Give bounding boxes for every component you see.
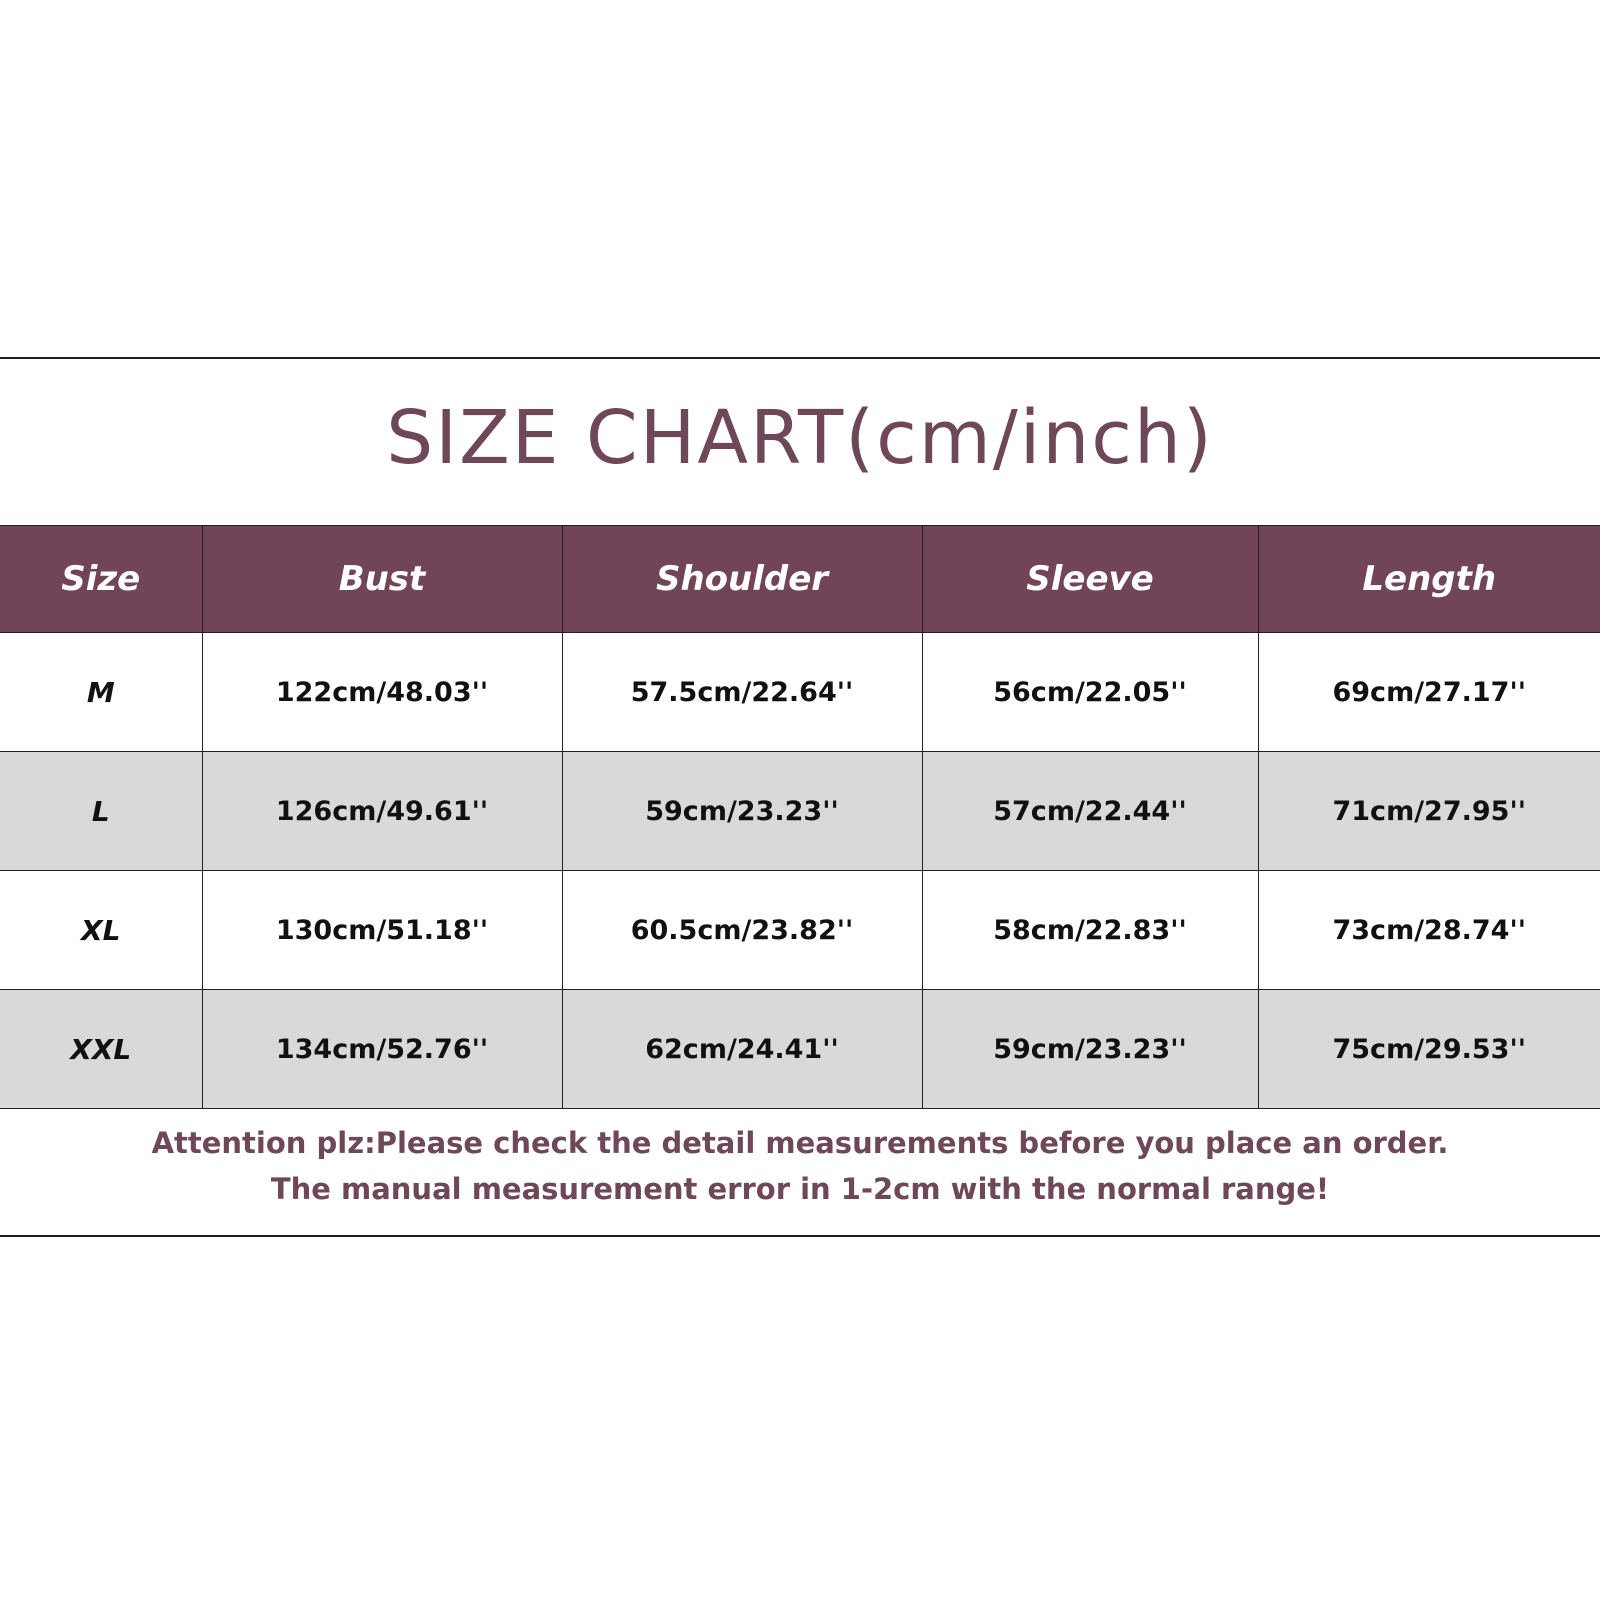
- header-size: Size: [0, 526, 202, 633]
- bust-cell: 130cm/51.18'': [202, 871, 562, 990]
- attention-note-line2: The manual measurement error in 1-2cm with the normal range!: [270, 1172, 1330, 1206]
- attention-note-line1: Attention plz:Please check the detail measurements before you place an order.: [151, 1126, 1449, 1160]
- size-table: [0, 525, 1600, 1109]
- top-divider: [0, 357, 1600, 359]
- size-cell: XL: [0, 871, 202, 990]
- sleeve-cell: 57cm/22.44'': [922, 752, 1258, 871]
- shoulder-cell: 60.5cm/23.82'': [562, 871, 922, 990]
- table-row: [0, 633, 1600, 752]
- sleeve-cell: 59cm/23.23'': [922, 990, 1258, 1109]
- header-length: Length: [1258, 526, 1600, 633]
- bottom-divider: [0, 1235, 1600, 1237]
- shoulder-cell: 59cm/23.23'': [562, 752, 922, 871]
- shoulder-cell: 62cm/24.41'': [562, 990, 922, 1109]
- size-cell: M: [0, 633, 202, 752]
- shoulder-cell: 57.5cm/22.64'': [562, 633, 922, 752]
- bust-cell: 134cm/52.76'': [202, 990, 562, 1109]
- table-header-row: [0, 526, 1600, 633]
- header-shoulder: Shoulder: [562, 526, 922, 633]
- table-row: [0, 871, 1600, 990]
- length-cell: 75cm/29.53'': [1258, 990, 1600, 1109]
- header-bust: Bust: [202, 526, 562, 633]
- length-cell: 73cm/28.74'': [1258, 871, 1600, 990]
- bust-cell: 126cm/49.61'': [202, 752, 562, 871]
- chart-title: SIZE CHART(cm/inch): [386, 395, 1214, 481]
- header-sleeve: Sleeve: [922, 526, 1258, 633]
- length-cell: 71cm/27.95'': [1258, 752, 1600, 871]
- size-cell: L: [0, 752, 202, 871]
- table-row: [0, 752, 1600, 871]
- length-cell: 69cm/27.17'': [1258, 633, 1600, 752]
- size-cell: XXL: [0, 990, 202, 1109]
- table-row: [0, 990, 1600, 1109]
- sleeve-cell: 56cm/22.05'': [922, 633, 1258, 752]
- sleeve-cell: 58cm/22.83'': [922, 871, 1258, 990]
- bust-cell: 122cm/48.03'': [202, 633, 562, 752]
